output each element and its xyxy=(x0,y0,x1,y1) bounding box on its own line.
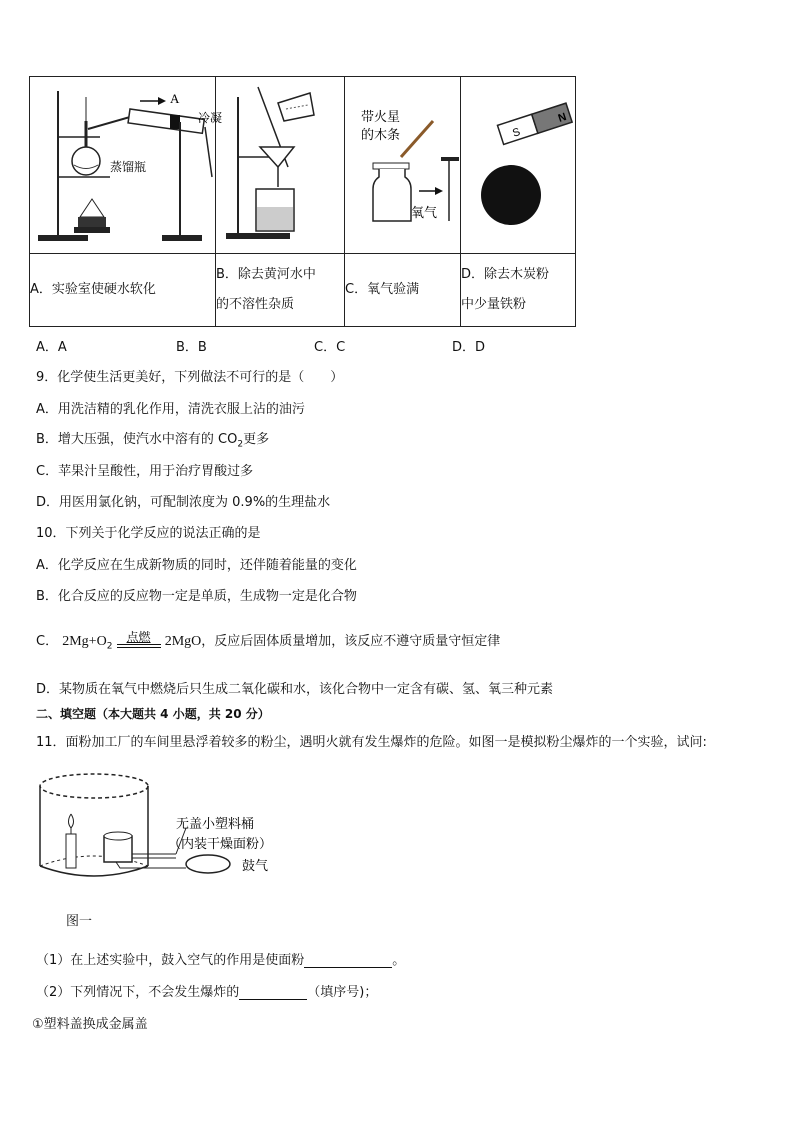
q8-options-table xyxy=(29,76,576,327)
q9-option-a[interactable]: A．用洗洁精的乳化作用，清洗衣服上沾的油污 xyxy=(36,402,305,417)
splint-label-line2: 的木条 xyxy=(361,128,401,143)
q9-option-b[interactable]: B．增大压强，使汽水中溶有的 $CO_2$更多 xyxy=(36,432,270,450)
option-a-caption: A．实验室使硬水软化 xyxy=(30,254,216,327)
q9-option-d[interactable]: D．用医用氯化钠，可配制浓度为 0.9%的生理盐水 xyxy=(36,495,331,510)
splint-label-line1: 带火星 xyxy=(361,110,401,125)
q10-option-c[interactable]: C． $2Mg+O_2$ 点燃 2MgO，反应后固体质量增加，该反应不遵守质量守恒定律 xyxy=(36,629,501,652)
q11-item1: ①塑料盖换成金属盖 xyxy=(32,1017,148,1032)
option-d-figure xyxy=(461,77,576,254)
q9-option-c[interactable]: C．苹果汁呈酸性，用于治疗胃酸过多 xyxy=(36,464,254,479)
option-c-caption: C．氧气验满 xyxy=(345,254,461,327)
section-title: 二、填空题（本大题共 4 小题，共 20 分） xyxy=(36,707,270,721)
choice-b[interactable]: B．B xyxy=(176,340,207,355)
flask-label: 蒸馏瓶 xyxy=(110,160,147,174)
option-b-caption: B．除去黄河水中 的不溶性杂质 xyxy=(216,254,345,327)
q9-stem: 9．化学使生活更美好，下列做法不可行的是（ ） xyxy=(36,370,344,385)
bucket-label: 无盖小塑料桶 xyxy=(176,817,255,832)
dust-explosion-apparatus-figure xyxy=(36,770,296,890)
q11-part2: （2）下列情况下，不会发生爆炸的 （填序号)； xyxy=(36,985,378,1000)
cold-water-label: 冷凝 xyxy=(198,111,223,125)
answer-blank-1[interactable] xyxy=(304,953,392,968)
filtration-apparatus-illustration xyxy=(216,77,344,253)
choice-a[interactable]: A．A xyxy=(36,340,67,355)
q10-option-d[interactable]: D．某物质在氧气中燃烧后只生成二氧化碳和水，该化合物中一定含有碳、氢、氧三种元素 xyxy=(36,682,554,697)
blow-air-label: 鼓气 xyxy=(242,859,269,874)
magnet-s-label: S xyxy=(511,126,522,140)
magnet-n-label: N xyxy=(556,111,568,125)
q11-part1: （1）在上述实验中，鼓入空气的作用是使面粉 。 xyxy=(36,953,406,968)
option-c-figure xyxy=(345,77,461,254)
oxygen-label: 氧气 xyxy=(411,206,438,221)
option-d-caption: D．除去木炭粉 中少量铁粉 xyxy=(461,254,576,327)
flour-label: （内装干燥面粉） xyxy=(168,837,273,852)
q10-stem: 10．下列关于化学反应的说法正确的是 xyxy=(36,526,261,541)
oxygen-test-illustration xyxy=(345,77,460,253)
option-a-figure xyxy=(30,77,223,254)
choice-d[interactable]: D．D xyxy=(452,340,486,355)
answer-blank-2[interactable] xyxy=(239,985,307,1000)
figure-caption: 图一 xyxy=(66,914,93,929)
q10-option-b[interactable]: B．化合反应的反应物一定是单质，生成物一定是化合物 xyxy=(36,589,357,604)
choice-c[interactable]: C．C xyxy=(314,340,346,355)
reaction-condition: 点燃 xyxy=(117,644,161,652)
q10-option-a[interactable]: A．化学反应在生成新物质的同时，还伴随着能量的变化 xyxy=(36,558,357,573)
option-b-figure xyxy=(216,77,345,254)
magnet-and-charcoal-illustration xyxy=(461,77,575,253)
arrow-label-a: A xyxy=(170,91,180,106)
q11-stem: 11．面粉加工厂的车间里悬浮着较多的粉尘，遇明火就有发生爆炸的危险。如图一是模拟粉尘爆炸的一个实验，试问: xyxy=(36,735,707,750)
distillation-apparatus-illustration xyxy=(30,77,223,253)
